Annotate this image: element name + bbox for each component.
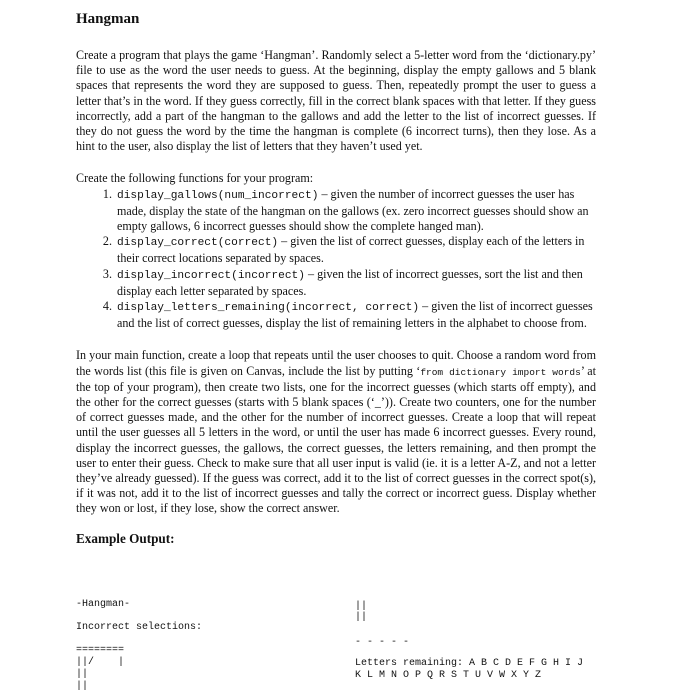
functions-list (76, 187, 596, 332)
main-text-part1: In your main function, create a loop that repeats until the user chooses to quit. Choose a random word from the words list (this file is given on Canvas, include the list by putting ‘ (76, 348, 596, 378)
document-page (76, 10, 596, 547)
word-blanks: - - - - - (355, 637, 410, 648)
gallows-line: || (355, 612, 368, 623)
function-signature: display_letters_remaining(incorrect, correct) (117, 302, 420, 315)
gallows-line: || (76, 681, 89, 692)
function-signature: display_incorrect(incorrect) (117, 269, 305, 282)
function-item (115, 187, 596, 235)
main-function-paragraph (76, 348, 596, 516)
function-signature: display_correct(correct) (117, 237, 279, 250)
gallows-top: ======== (76, 645, 125, 656)
example-output-title: Example Output: (76, 530, 175, 546)
function-description: – given the number of incorrect guesses the user has made, display the state of the hangman on the gallows (ex. zero incorrect guesses should show an empty gallows, 6 incorrect guesses should show the complete hanged man). (117, 186, 589, 234)
function-item (115, 299, 596, 331)
example-header: -Hangman- (76, 599, 131, 610)
import-code: from dictionary import words (420, 366, 581, 378)
function-signature: display_gallows(num_incorrect) (117, 189, 319, 202)
function-description: – given the list of correct guesses, display each of the letters in their correct locations separated by spaces. (117, 234, 585, 266)
main-text-part2: ’ at the top of your program), then create two lists, one for the incorrect guesses (which starts off empty), and the other for the correct guesses (starts with 5 blank spaces (‘_’)). Create two counters, one for the number of correct guesses made, and the other for the number of incorrect guesses. Create a loop that will repeat until the user guesses all 5 letters in the word, or until the user has made 6 incorrect guesses. Every round, display the incorrect guesses, the gallows, the correct guesses, the letters remaining, and then prompt the user to enter their guess. Check to make sure that all user input is valid (ie. it is a letter A-Z, and not a letter they’ve already guessed). If the guess was correct, add it to the list of correct guesses in the correct spot(s), if it was not, add it to the list of incorrect guesses and tally the correct or incorrect guess. Display whether they won or lost, if they lose, show the correct answer. (76, 363, 596, 516)
page-title: Hangman (76, 11, 140, 27)
functions-intro: Create the following functions for your program: (76, 171, 314, 186)
function-description: – given the list of incorrect guesses and the list of correct guesses, display the list of remaining letters in the alphabet to choose from. (117, 299, 593, 331)
incorrect-selections-label: Incorrect selections: (76, 622, 203, 633)
gallows-line: || (76, 669, 89, 680)
letters-remaining-label: Letters remaining: A B C D E F G H I J (355, 658, 584, 669)
letters-remaining-line: K L M N O P Q R S T U V W X Y Z (355, 670, 542, 681)
function-item (115, 267, 596, 299)
gallows-line: ||/ | (76, 657, 125, 668)
intro-paragraph: Create a program that plays the game ‘Hangman’. Randomly select a 5-letter word from the ‘dictionary.py’ file to use as the word the user needs to guess. At the beginning, display the empty gallows and 5 blank spaces that represents the word they are supposed to guess. Then, repeatedly prompt the user to guess a letter that’s in the word. If they guess correctly, fill in the correct blank spaces with that letter. If they guess incorrectly, add a part of the hangman to the gallows and add the letter to the list of incorrect guesses. If they do not guess the word by the time the hangman is complete (6 incorrect turns), then they lose. As a hint to the user, also display the list of letters that they haven’t used yet. (76, 48, 596, 154)
gallows-line: || (355, 601, 368, 612)
function-description: – given the list of incorrect guesses, sort the list and then display each letter separated by spaces. (117, 266, 583, 298)
function-item (115, 234, 596, 266)
